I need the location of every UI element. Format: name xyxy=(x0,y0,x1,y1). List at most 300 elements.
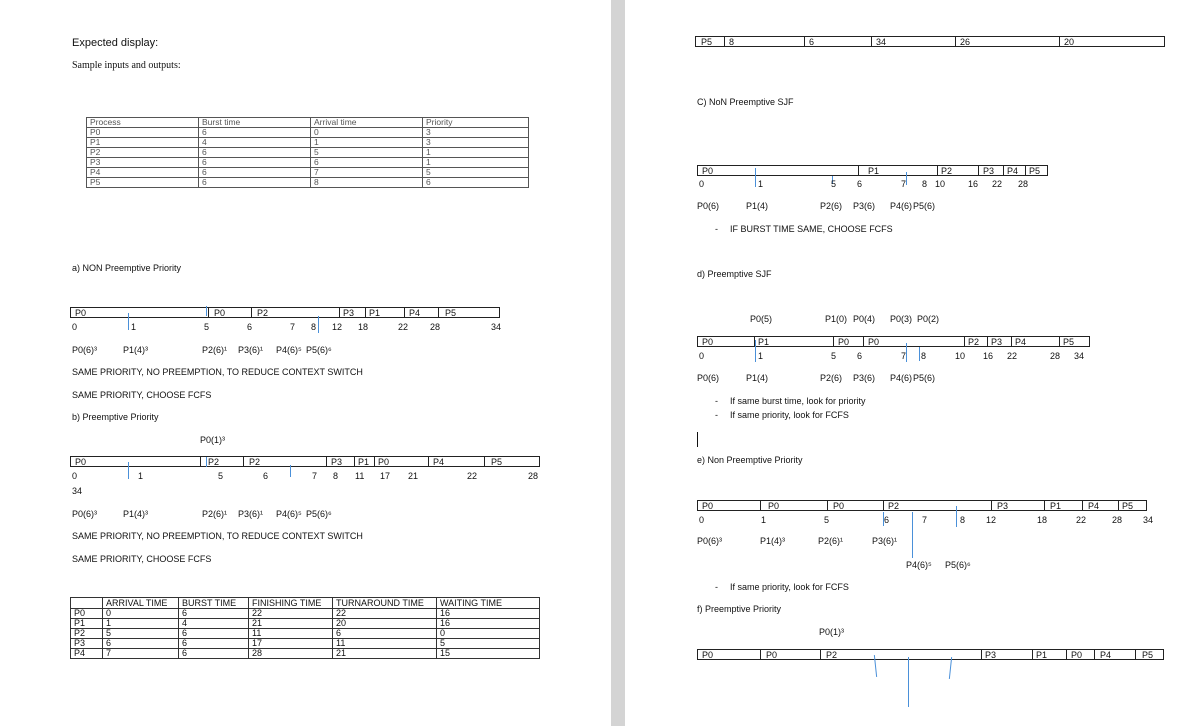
time-label: 5 xyxy=(218,471,224,481)
table-cell: 11 xyxy=(333,639,437,649)
note-text: SAME PRIORITY, NO PREEMPTION, TO REDUCE CONTEXT SWITCH xyxy=(72,367,363,377)
gantt-label: P2 xyxy=(249,457,261,467)
section-b-title: b) Preemptive Priority xyxy=(72,412,159,422)
table-cell: 6 xyxy=(423,178,529,188)
queue-label: P2(6)¹ xyxy=(202,345,228,355)
gantt-divider xyxy=(937,166,938,175)
queue-label: P0(6)³ xyxy=(72,345,98,355)
gantt-label: P3 xyxy=(991,337,1003,347)
table-cell: 7 xyxy=(103,649,179,659)
gantt-label: P0 xyxy=(75,457,87,467)
note-text: SAME PRIORITY, CHOOSE FCFS xyxy=(72,390,212,400)
gantt-label: P1 xyxy=(1036,650,1048,660)
queue-label: P4(6) xyxy=(890,373,913,383)
timeline-marker xyxy=(949,657,952,679)
gantt-chart-b xyxy=(70,456,540,467)
table-cell: 5 xyxy=(103,629,179,639)
time-label: 8 xyxy=(921,351,927,361)
queue-label: P2(6)¹ xyxy=(818,536,844,546)
gantt-label: P1 xyxy=(369,308,381,318)
top-label: P0(4) xyxy=(853,314,876,324)
table-cell: 11 xyxy=(249,629,333,639)
gantt-label: P0 xyxy=(702,650,714,660)
queue-label: P1(4)³ xyxy=(123,345,149,355)
time-label: 28 xyxy=(430,322,441,332)
queue-label: P1(4)³ xyxy=(760,536,786,546)
table-cell: P3 xyxy=(71,639,103,649)
table-cell: 6 xyxy=(199,168,311,178)
time-label: 12 xyxy=(986,515,997,525)
timeline-marker xyxy=(290,465,291,477)
sample-heading: Sample inputs and outputs: xyxy=(72,60,181,71)
table-cell: P2 xyxy=(71,629,103,639)
gantt-divider xyxy=(724,37,725,46)
table-row xyxy=(71,609,540,619)
timeline-marker xyxy=(908,657,909,707)
gantt-label: P4 xyxy=(433,457,445,467)
gantt-divider xyxy=(820,650,821,659)
header-cell: ARRIVAL TIME xyxy=(103,598,179,609)
table-cell: 6 xyxy=(179,649,249,659)
time-label: 1 xyxy=(138,471,144,481)
table-cell: 22 xyxy=(249,609,333,619)
table-cell: 0 xyxy=(311,128,423,138)
gantt-label: P2 xyxy=(826,650,838,660)
time-label: 22 xyxy=(1007,351,1018,361)
time-label: 6 xyxy=(857,179,863,189)
gantt-divider xyxy=(1044,501,1045,510)
timeline-marker xyxy=(318,316,319,333)
timeline-marker xyxy=(755,168,756,187)
section-a-title: a) NON Preemptive Priority xyxy=(72,263,182,273)
time-label: 34 xyxy=(491,322,502,332)
gantt-divider xyxy=(428,457,429,466)
table-row xyxy=(87,138,529,148)
time-label: 22 xyxy=(1076,515,1087,525)
gantt-divider xyxy=(1135,650,1136,659)
table-row xyxy=(87,128,529,138)
table-cell: 5 xyxy=(311,148,423,158)
gantt-label: P3 xyxy=(997,501,1009,511)
gantt-divider xyxy=(1032,650,1033,659)
section-e-title: e) Non Preemptive Priority xyxy=(697,455,803,465)
time-label: 28 xyxy=(1018,179,1029,189)
queue-label: P3(6)¹ xyxy=(872,536,898,546)
table-cell: P3 xyxy=(87,158,199,168)
table-cell: 34 xyxy=(876,37,887,47)
gantt-divider xyxy=(1011,337,1012,346)
table-cell: 6 xyxy=(179,639,249,649)
queue-label: P4(6)⁵ xyxy=(906,560,932,570)
section-c-title: C) NoN Preemptive SJF xyxy=(697,97,794,107)
time-label: 7 xyxy=(922,515,928,525)
time-label: 11 xyxy=(355,471,365,481)
queue-label: P2(6)¹ xyxy=(202,509,228,519)
gantt-label: P0 xyxy=(702,337,714,347)
gantt-label: P0 xyxy=(868,337,880,347)
table-cell: 3 xyxy=(423,138,529,148)
header-cell xyxy=(71,598,103,609)
queue-label: P3(6) xyxy=(853,373,876,383)
note-text: If same priority, look for FCFS xyxy=(730,410,849,420)
header-cell: TURNAROUND TIME xyxy=(333,598,437,609)
gantt-label: P2 xyxy=(888,501,900,511)
gantt-divider xyxy=(354,457,355,466)
gantt-label: P5 xyxy=(1063,337,1075,347)
results-table xyxy=(70,597,540,659)
queue-label: P5(6) xyxy=(913,373,936,383)
gantt-label: P5 xyxy=(1122,501,1134,511)
table-cell: P1 xyxy=(71,619,103,629)
top-label: P1(0) xyxy=(825,314,848,324)
gantt-divider xyxy=(978,166,979,175)
gantt-label: P0 xyxy=(838,337,850,347)
header-cell: Process xyxy=(87,118,199,128)
note-text: SAME PRIORITY, NO PREEMPTION, TO REDUCE CONTEXT SWITCH xyxy=(72,531,363,541)
bullet-dash: - xyxy=(715,410,718,420)
time-label: 5 xyxy=(204,322,210,332)
table-cell: 6 xyxy=(199,178,311,188)
gantt-label: P4 xyxy=(1015,337,1027,347)
timeline-marker xyxy=(128,462,129,479)
gantt-label: P4 xyxy=(1100,650,1112,660)
table-cell: 6 xyxy=(333,629,437,639)
table-cell: 8 xyxy=(311,178,423,188)
time-label: 6 xyxy=(857,351,863,361)
table-cell: P4 xyxy=(71,649,103,659)
table-row xyxy=(87,158,529,168)
queue-label: P5(6)⁶ xyxy=(945,560,971,570)
table-header-row xyxy=(87,118,529,128)
time-label: 22 xyxy=(467,471,478,481)
time-label: 8 xyxy=(922,179,928,189)
gantt-label: P0 xyxy=(833,501,845,511)
table-cell: P1 xyxy=(87,138,199,148)
gantt-label: P1 xyxy=(868,166,880,176)
bullet-dash: - xyxy=(715,224,718,234)
gantt-chart-f xyxy=(697,649,1164,660)
gantt-label: P2 xyxy=(208,457,220,467)
table-cell: 6 xyxy=(199,158,311,168)
header-cell: Burst time xyxy=(199,118,311,128)
gantt-label: P3 xyxy=(983,166,995,176)
gantt-label: P5 xyxy=(1142,650,1154,660)
time-label: 0 xyxy=(72,322,78,332)
table-cell: 17 xyxy=(249,639,333,649)
time-label: 22 xyxy=(992,179,1003,189)
gantt-divider xyxy=(1059,337,1060,346)
bullet-dash: - xyxy=(715,582,718,592)
gantt-divider xyxy=(1025,166,1026,175)
table-cell: 16 xyxy=(437,619,540,629)
gantt-label: P2 xyxy=(968,337,980,347)
gantt-divider xyxy=(833,337,834,346)
gantt-label: P0 xyxy=(75,308,87,318)
time-label: 12 xyxy=(332,322,343,332)
top-row-bar xyxy=(695,36,1165,47)
queue-label: P5(6) xyxy=(913,201,936,211)
time-label: 1 xyxy=(758,179,764,189)
timeline-marker xyxy=(128,313,129,330)
table-cell: 6 xyxy=(179,629,249,639)
gantt-divider xyxy=(243,457,244,466)
bullet-dash: - xyxy=(715,396,718,406)
gantt-label: P3 xyxy=(985,650,997,660)
gantt-divider xyxy=(484,457,485,466)
queue-label: P4(6)⁵ xyxy=(276,509,302,519)
time-label: 34 xyxy=(72,486,83,496)
time-label: 1 xyxy=(761,515,767,525)
page-gutter xyxy=(611,0,625,726)
gantt-divider xyxy=(1066,650,1067,659)
gantt-divider xyxy=(858,166,859,175)
table-cell: 4 xyxy=(179,619,249,629)
gantt-divider xyxy=(863,337,864,346)
table-cell: 21 xyxy=(333,649,437,659)
timeline-marker xyxy=(206,457,207,467)
time-label: 7 xyxy=(312,471,318,481)
gantt-divider xyxy=(827,501,828,510)
gantt-divider xyxy=(365,308,366,317)
section-f-title: f) Preemptive Priority xyxy=(697,604,782,614)
time-label: 17 xyxy=(380,471,391,481)
queue-label: P3(6)¹ xyxy=(238,345,264,355)
table-cell: 20 xyxy=(333,619,437,629)
time-label: 28 xyxy=(1050,351,1061,361)
table-header-row xyxy=(71,598,540,609)
gantt-divider xyxy=(964,337,965,346)
table-row xyxy=(87,148,529,158)
time-label: 1 xyxy=(131,322,137,332)
time-label: 18 xyxy=(358,322,369,332)
table-cell: 6 xyxy=(103,639,179,649)
table-cell: 0 xyxy=(103,609,179,619)
note-text xyxy=(715,397,866,406)
right-page xyxy=(625,0,1201,726)
gantt-divider xyxy=(1003,166,1004,175)
queue-label: P4(6)⁵ xyxy=(276,345,302,355)
table-cell: 6 xyxy=(199,148,311,158)
table-row xyxy=(87,178,529,188)
time-label: 8 xyxy=(960,515,966,525)
gantt-divider xyxy=(955,37,956,46)
section-d-title: d) Preemptive SJF xyxy=(697,269,772,279)
note-text xyxy=(715,411,849,420)
timeline-marker xyxy=(906,343,907,362)
table-cell: 21 xyxy=(249,619,333,629)
gantt-divider xyxy=(326,457,327,466)
queue-label: P2(6) xyxy=(820,373,843,383)
timeline-marker xyxy=(906,172,907,185)
time-label: 34 xyxy=(1074,351,1085,361)
time-label: 1 xyxy=(758,351,764,361)
time-label: 18 xyxy=(1037,515,1048,525)
table-cell: 5 xyxy=(423,168,529,178)
table-cell: 20 xyxy=(1064,37,1075,47)
table-cell: 26 xyxy=(960,37,971,47)
top-label: P0(2) xyxy=(917,314,940,324)
gantt-divider xyxy=(981,650,982,659)
queue-label: P5(6)⁶ xyxy=(306,509,332,519)
gantt-label: P4 xyxy=(409,308,421,318)
top-label: P0(3) xyxy=(890,314,913,324)
gantt-divider xyxy=(883,501,884,510)
table-row xyxy=(71,629,540,639)
time-label: 6 xyxy=(247,322,253,332)
top-label: P0(1)³ xyxy=(200,435,226,445)
queue-label: P0(6)³ xyxy=(72,509,98,519)
gantt-divider xyxy=(404,308,405,317)
gantt-divider xyxy=(987,337,988,346)
time-label: 5 xyxy=(831,179,837,189)
text-cursor xyxy=(697,432,698,447)
timeline-marker xyxy=(956,506,957,527)
note-text: If same priority, look for FCFS xyxy=(730,582,849,592)
timeline-marker xyxy=(755,340,756,362)
note-text xyxy=(715,583,849,592)
gantt-divider xyxy=(760,501,761,510)
time-label: 8 xyxy=(333,471,339,481)
time-label: 28 xyxy=(1112,515,1123,525)
time-label: 5 xyxy=(824,515,830,525)
time-label: 16 xyxy=(968,179,979,189)
table-cell: 15 xyxy=(437,649,540,659)
time-label: 0 xyxy=(699,179,705,189)
table-cell: 0 xyxy=(437,629,540,639)
gantt-chart-c xyxy=(697,165,1048,176)
time-label: 28 xyxy=(528,471,539,481)
table-cell: P5 xyxy=(701,37,713,47)
top-label: P0(5) xyxy=(750,314,773,324)
queue-label: P1(4) xyxy=(746,201,769,211)
note-text xyxy=(715,225,893,234)
gantt-label: P2 xyxy=(257,308,269,318)
table-cell: P2 xyxy=(87,148,199,158)
gantt-divider xyxy=(208,308,209,317)
table-cell: 7 xyxy=(311,168,423,178)
gantt-chart-a xyxy=(70,307,500,318)
gantt-label: P1 xyxy=(1050,501,1062,511)
table-cell: 3 xyxy=(423,128,529,138)
time-label: 22 xyxy=(398,322,409,332)
queue-label: P0(6)³ xyxy=(697,536,723,546)
table-row xyxy=(87,168,529,178)
time-label: 6 xyxy=(884,515,890,525)
time-label: 7 xyxy=(901,179,907,189)
time-label: 0 xyxy=(699,351,705,361)
table-cell: 1 xyxy=(311,138,423,148)
gantt-label: P0 xyxy=(768,501,780,511)
queue-label: P2(6) xyxy=(820,201,843,211)
gantt-divider xyxy=(760,650,761,659)
queue-label: P4(6) xyxy=(890,201,913,211)
gantt-divider xyxy=(1059,37,1060,46)
gantt-divider xyxy=(1094,650,1095,659)
gantt-divider xyxy=(1082,501,1083,510)
table-cell: 28 xyxy=(249,649,333,659)
header-cell: WAITING TIME xyxy=(437,598,540,609)
gantt-label: P4 xyxy=(1007,166,1019,176)
queue-label: P3(6)¹ xyxy=(238,509,264,519)
queue-label: P1(4) xyxy=(746,373,769,383)
gantt-label: P1 xyxy=(758,337,770,347)
table-cell: P0 xyxy=(71,609,103,619)
gantt-label: P5 xyxy=(1029,166,1041,176)
time-label: 0 xyxy=(72,471,78,481)
table-cell: 6 xyxy=(809,37,815,47)
gantt-label: P4 xyxy=(1088,501,1100,511)
header-cell: Priority xyxy=(423,118,529,128)
table-cell: 6 xyxy=(311,158,423,168)
gantt-label: P0 xyxy=(766,650,778,660)
process-table xyxy=(86,117,529,188)
gantt-label: P0 xyxy=(1071,650,1083,660)
time-label: 5 xyxy=(831,351,837,361)
queue-label: P3(6) xyxy=(853,201,876,211)
note-text: If same burst time, look for priority xyxy=(730,396,866,406)
table-cell: 1 xyxy=(103,619,179,629)
table-cell: 1 xyxy=(423,148,529,158)
time-label: 6 xyxy=(263,471,269,481)
gantt-divider xyxy=(991,501,992,510)
gantt-label: P2 xyxy=(941,166,953,176)
table-cell: 1 xyxy=(423,158,529,168)
timeline-marker xyxy=(206,306,207,316)
header-cell: Arrival time xyxy=(311,118,423,128)
note-text: IF BURST TIME SAME, CHOOSE FCFS xyxy=(730,224,893,234)
time-label: 7 xyxy=(901,351,907,361)
note-text: SAME PRIORITY, CHOOSE FCFS xyxy=(72,554,212,564)
table-cell: 4 xyxy=(199,138,311,148)
time-label: 21 xyxy=(408,471,419,481)
gantt-divider xyxy=(804,37,805,46)
table-cell: P0 xyxy=(87,128,199,138)
time-label: 8 xyxy=(311,322,317,332)
table-cell: 8 xyxy=(729,37,735,47)
gantt-label: P0 xyxy=(378,457,390,467)
table-cell: 6 xyxy=(199,128,311,138)
gantt-divider xyxy=(871,37,872,46)
header-cell: FINISHING TIME xyxy=(249,598,333,609)
table-cell: P4 xyxy=(87,168,199,178)
time-label: 7 xyxy=(290,322,296,332)
gantt-label: P0 xyxy=(214,308,226,318)
gantt-label: P0 xyxy=(702,501,714,511)
time-label: 10 xyxy=(935,179,946,189)
time-label: 34 xyxy=(1143,515,1154,525)
table-cell: 6 xyxy=(179,609,249,619)
table-cell: P5 xyxy=(87,178,199,188)
gantt-label: P5 xyxy=(445,308,457,318)
timeline-marker xyxy=(912,512,913,558)
gantt-label: P3 xyxy=(343,308,355,318)
table-cell: 22 xyxy=(333,609,437,619)
gantt-divider xyxy=(438,308,439,317)
gantt-chart-e xyxy=(697,500,1147,511)
table-cell: 16 xyxy=(437,609,540,619)
table-row xyxy=(71,649,540,659)
time-label: 16 xyxy=(983,351,994,361)
time-label: 0 xyxy=(699,515,705,525)
gantt-divider xyxy=(339,308,340,317)
queue-label: P1(4)³ xyxy=(123,509,149,519)
time-label: 10 xyxy=(955,351,966,361)
table-cell: 5 xyxy=(437,639,540,649)
gantt-divider xyxy=(374,457,375,466)
gantt-divider xyxy=(1118,501,1119,510)
queue-label: P0(6) xyxy=(697,373,720,383)
timeline-marker xyxy=(919,347,920,361)
